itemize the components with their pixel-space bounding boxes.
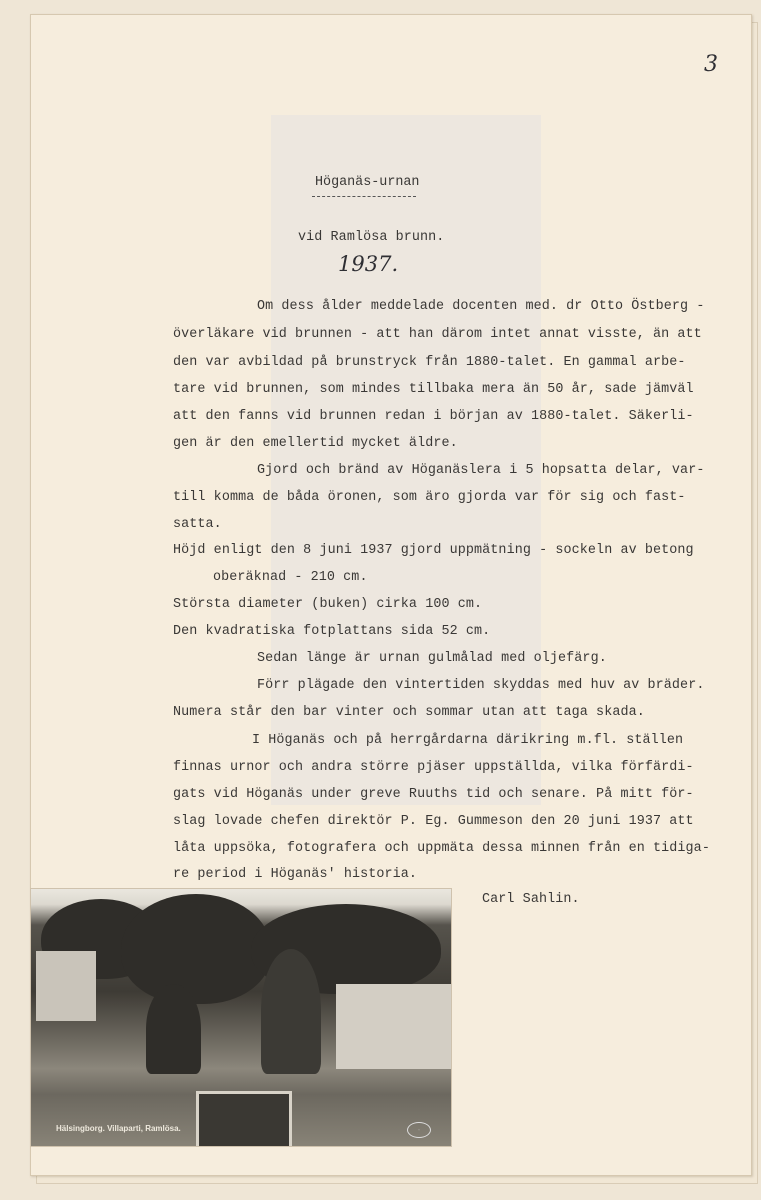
photographer-stamp: ◦ xyxy=(407,1122,431,1138)
body-line: Sedan länge är urnan gulmålad med oljefärg. xyxy=(257,651,607,666)
body-line: Numera står den bar vinter och sommar utan att taga skada. xyxy=(173,705,645,720)
body-line: låta uppsöka, fotografera och uppmäta dessa minnen från en tidiga- xyxy=(173,841,710,856)
body-line: den var avbildad på brunstryck från 1880-talet. En gammal arbe- xyxy=(173,355,686,370)
body-line: överläkare vid brunnen - att han därom intet annat visste, än att xyxy=(173,327,702,342)
body-line: Höjd enligt den 8 juni 1937 gjord uppmätning - sockeln av betong xyxy=(173,543,694,558)
body-line: satta. xyxy=(173,517,222,532)
body-line: tare vid brunnen, som mindes tillbaka mera än 50 år, sade jämväl xyxy=(173,382,694,397)
body-line: I Höganäs och på herrgårdarna därikring m.fl. ställen xyxy=(252,733,684,748)
body-line: att den fanns vid brunnen redan i början av 1880-talet. Säkerli- xyxy=(173,409,694,424)
signature: Carl Sahlin. xyxy=(482,892,580,907)
photo-caption: Hälsingborg. Villaparti, Ramlösa. xyxy=(56,1124,181,1133)
body-line: oberäknad - 210 cm. xyxy=(213,570,368,585)
title-underline xyxy=(312,196,416,197)
body-line: slag lovade chefen direktör P. Eg. Gummeson den 20 juni 1937 att xyxy=(173,814,694,829)
document-title: Höganäs-urnan xyxy=(315,175,420,190)
body-line: gats vid Höganäs under greve Ruuths tid och senare. På mitt för- xyxy=(173,787,694,802)
show-through-shadow xyxy=(271,115,541,805)
body-line: Förr plägade den vintertiden skyddas med huv av bräder. xyxy=(257,678,705,693)
handwritten-year: 1937. xyxy=(338,252,399,276)
body-line: Om dess ålder meddelade docenten med. dr Otto Östberg - xyxy=(257,299,705,314)
body-line: till komma de båda öronen, som äro gjorda var för sig och fast- xyxy=(173,490,686,505)
postcard-photo xyxy=(30,888,452,1147)
body-line: Största diameter (buken) cirka 100 cm. xyxy=(173,597,483,612)
body-line: gen är den emellertid mycket äldre. xyxy=(173,436,458,451)
body-line: Gjord och bränd av Höganäslera i 5 hopsatta delar, var- xyxy=(257,463,705,478)
page-number: 3 xyxy=(704,52,718,77)
body-line: re period i Höganäs' historia. xyxy=(173,867,418,882)
body-line: finnas urnor och andra större pjäser uppställda, vilka förfärdi- xyxy=(173,760,694,775)
subtitle: vid Ramlösa brunn. xyxy=(298,230,445,245)
body-line: Den kvadratiska fotplattans sida 52 cm. xyxy=(173,624,491,639)
